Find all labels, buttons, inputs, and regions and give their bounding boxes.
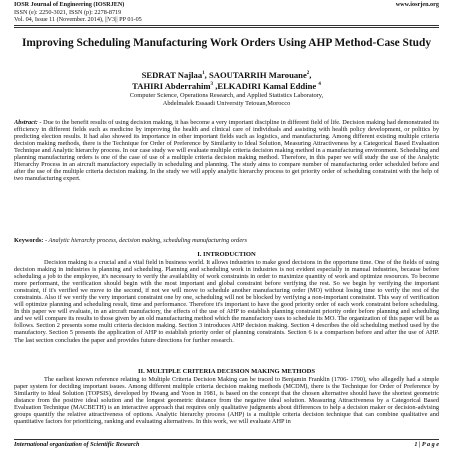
journal-name: IOSR Journal of Engineering (IOSRJEN) — [14, 1, 125, 8]
mcdm-text: The earliest known reference relating to Multiple Criteria Decision Making can be traced to Benjamin Franklin (1706- 1790), who allegedly had a simple paper system for deciding important issues. Among different multiple criteria decision making methods (MCDM), there is the Technique for Order of Preference by Similarity to Ideal Solution (TOPSIS), developed by Hwang and Yoon in 1981, is based on the concept that the chosen alternative should have the shortest geometric distance from the positive ideal solution and the longest geometric distance from the negative ideal solution. Measuring Attractiveness by a Categorical Based Evaluation Technique (MACBETH) is an interactive approach that requires only qualitative judgments about differences to help a decision maker or decision-advising groups quantify the relative attractiveness of options. Analytic hierarchy process (AHP) is a multiple criteria decision technique that can combine qualitative and quantitative factors for prioritizing, ranking and evaluating alternatives. In this work, we will evaluate AHP in — [14, 376, 439, 426]
paper-title: Improving Scheduling Manufacturing Work Orders Using AHP Method-Case Study — [21, 37, 432, 49]
keywords — [14, 237, 439, 244]
footer-organization: International organization of Scientific Research — [14, 441, 140, 448]
abstract — [14, 119, 439, 182]
section-heading-introduction: I. INTRODUCTION — [197, 251, 256, 258]
affiliation-line-1: Computer Science, Operations Research, and Applied Statistics Laboratory, — [129, 92, 324, 99]
abstract-label: Abstract: — [14, 119, 38, 126]
author-line-2: TAHIRI Abderrahim$^3$ ,ELKADIRI Kamal Eddine $^4$ — [132, 80, 321, 91]
page-number: 1 | P a g e — [414, 441, 439, 448]
header-rule-2 — [14, 27, 439, 28]
author-line-1: SEDRAT Najlaa$^1$, SAOUTARRIH Marouane$^2$, — [141, 69, 312, 80]
header-rule — [14, 25, 439, 26]
affiliation-line-2: Abdelmalek Essaadi University Tetouan,Morocco — [162, 99, 291, 107]
journal-issn: ISSN (e): 2250-3021, ISSN (p): 2278-8719 — [14, 8, 122, 16]
author-list — [14, 69, 439, 91]
abstract-text: - Due to the benefit results of using decision making, it has become a very important discipline in different field of life. Decision making had demonstrated its efficiency in different fields such as medicine by improving the health and clinical care of individuals and assisting with health policy development, or politics by predicting election results. It had also showed its importance in other important fields such as logistics, and manufacturing. Among different existing multiple criteria decision making methods, there is the Technique for Order of Preference by Similarity to Ideal Solution, Measuring Attractiveness by a Categorical Based Evaluation Technique and Analytic hierarchy process. In our case study we will evaluate multiple criteria decision making method in a manufacturing environment. Scheduling and planning manufacturing orders is one of the case of use of a multiple criteria decision making method. Therefore, in this paper we will study the use of the Analytic Hierarchy Process in an aircraft manufactory especially in scheduling and planning. The study aims to compare number of manufacturing order scheduled before and after the use of the multiple criteria decision making. In the study we will apply analytic hierarchy process to get priority order of scheduling constraint with the help of two manufacturing expert. — [14, 119, 439, 183]
keywords-text: - Analytic hierarchy process, decision making, scheduling manufacturing orders — [43, 237, 248, 244]
introduction-text: Decision making is a crucial and a vital field in business world. It allows industries to make good decisions in the opportune time. One of the fields of using decision making in industries is planning and scheduling. Planning and scheduling work in industries is not evident especially in manual industries, because before scheduling a job to the employee, it's necessary to verify the availability of work constraints in order to maximize quantity of work and optimize resources. To become more performant, the verification should begin with the most important and global constraint before verifying the rest. So we begin by verifying the important constraint, if it's verified we move to the second, if not we will move to schedule another manufacturing order (MO) without losing time to verify the rest of the constraints. Also if we verify the very important constraint one by one, scheduling will not be blocked by verifying a non-important constraint. This way of verification will optimize planning and scheduling result, time and performance. Therefore it's important to have the good priority order of each work constraint before scheduling. In this paper we will evaluate, in an aircraft manufactory, the effects of the use of AHP to establish planning constraint priority order before planning and scheduling and we will compare its results to those given by an old manufacturing method which the manufactory uses to schedule its MO. The organization of this paper will be as follows. Section 2 presents some multi criteria decision making. Section 3 introduces AHP decision making. Section 4 describes the old scheduling method used by the manufactory. Section 5 presents the application of AHP to establish priority order of planning constraints. Section 6 is a comparison before and after the use of AHP. The last section concludes the paper and provides future directions for further research. — [14, 259, 439, 344]
page-footer — [14, 441, 439, 449]
footer-rule — [14, 439, 439, 440]
section-heading-mcdm: II. MULTIPLE CRITERIA DECISION MAKING METHODS — [137, 368, 316, 375]
keywords-label: Keywords: — [14, 237, 44, 244]
journal-volume: Vol. 04, Issue 11 (November. 2014), ||V3|| PP 01-05 — [14, 16, 142, 23]
journal-header — [14, 1, 439, 24]
affiliation — [14, 92, 439, 108]
journal-website[interactable]: www.iosrjen.org — [395, 1, 439, 8]
